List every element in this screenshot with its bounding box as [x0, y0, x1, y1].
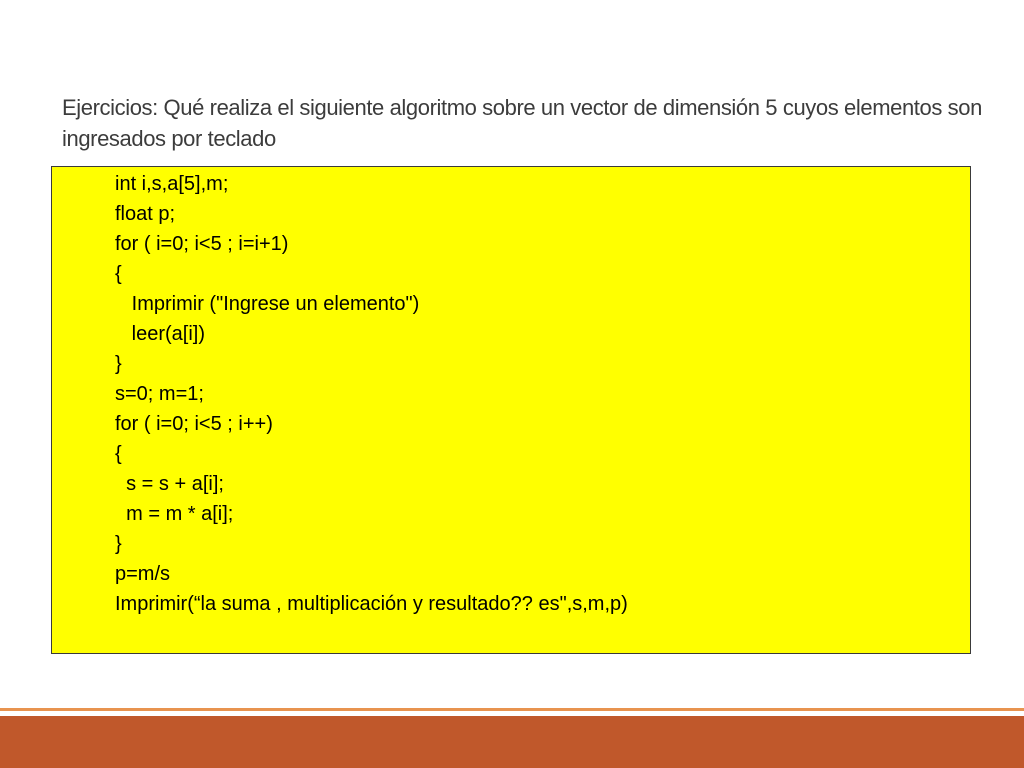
- code-line: float p;: [115, 203, 176, 225]
- code-line: {: [115, 443, 122, 465]
- code-box: [51, 166, 971, 654]
- code-line: }: [115, 353, 122, 375]
- code-line: m = m * a[i];: [115, 503, 234, 525]
- code-line: }: [115, 533, 122, 555]
- code-line: Imprimir(“la suma , multiplicación y resultado?? es",s,m,p): [115, 593, 628, 615]
- slide-title: Ejercicios: Qué realiza el siguiente algoritmo sobre un vector de dimensión 5 cuyos elementos son ingresados por teclado: [62, 95, 982, 151]
- code-line: int i,s,a[5],m;: [115, 173, 229, 195]
- code-line: for ( i=0; i<5 ; i=i+1): [115, 233, 289, 255]
- code-lines: [115, 169, 628, 619]
- code-line: leer(a[i]): [115, 323, 206, 345]
- code-line: s = s + a[i];: [115, 473, 224, 495]
- code-line: s=0; m=1;: [115, 383, 204, 405]
- code-line: p=m/s: [115, 563, 171, 585]
- code-line: for ( i=0; i<5 ; i++): [115, 413, 273, 435]
- footer-band: [0, 716, 1024, 768]
- footer-accent-line: [0, 708, 1024, 711]
- code-line: {: [115, 263, 122, 285]
- code-line: Imprimir ("Ingrese un elemento"): [115, 293, 420, 315]
